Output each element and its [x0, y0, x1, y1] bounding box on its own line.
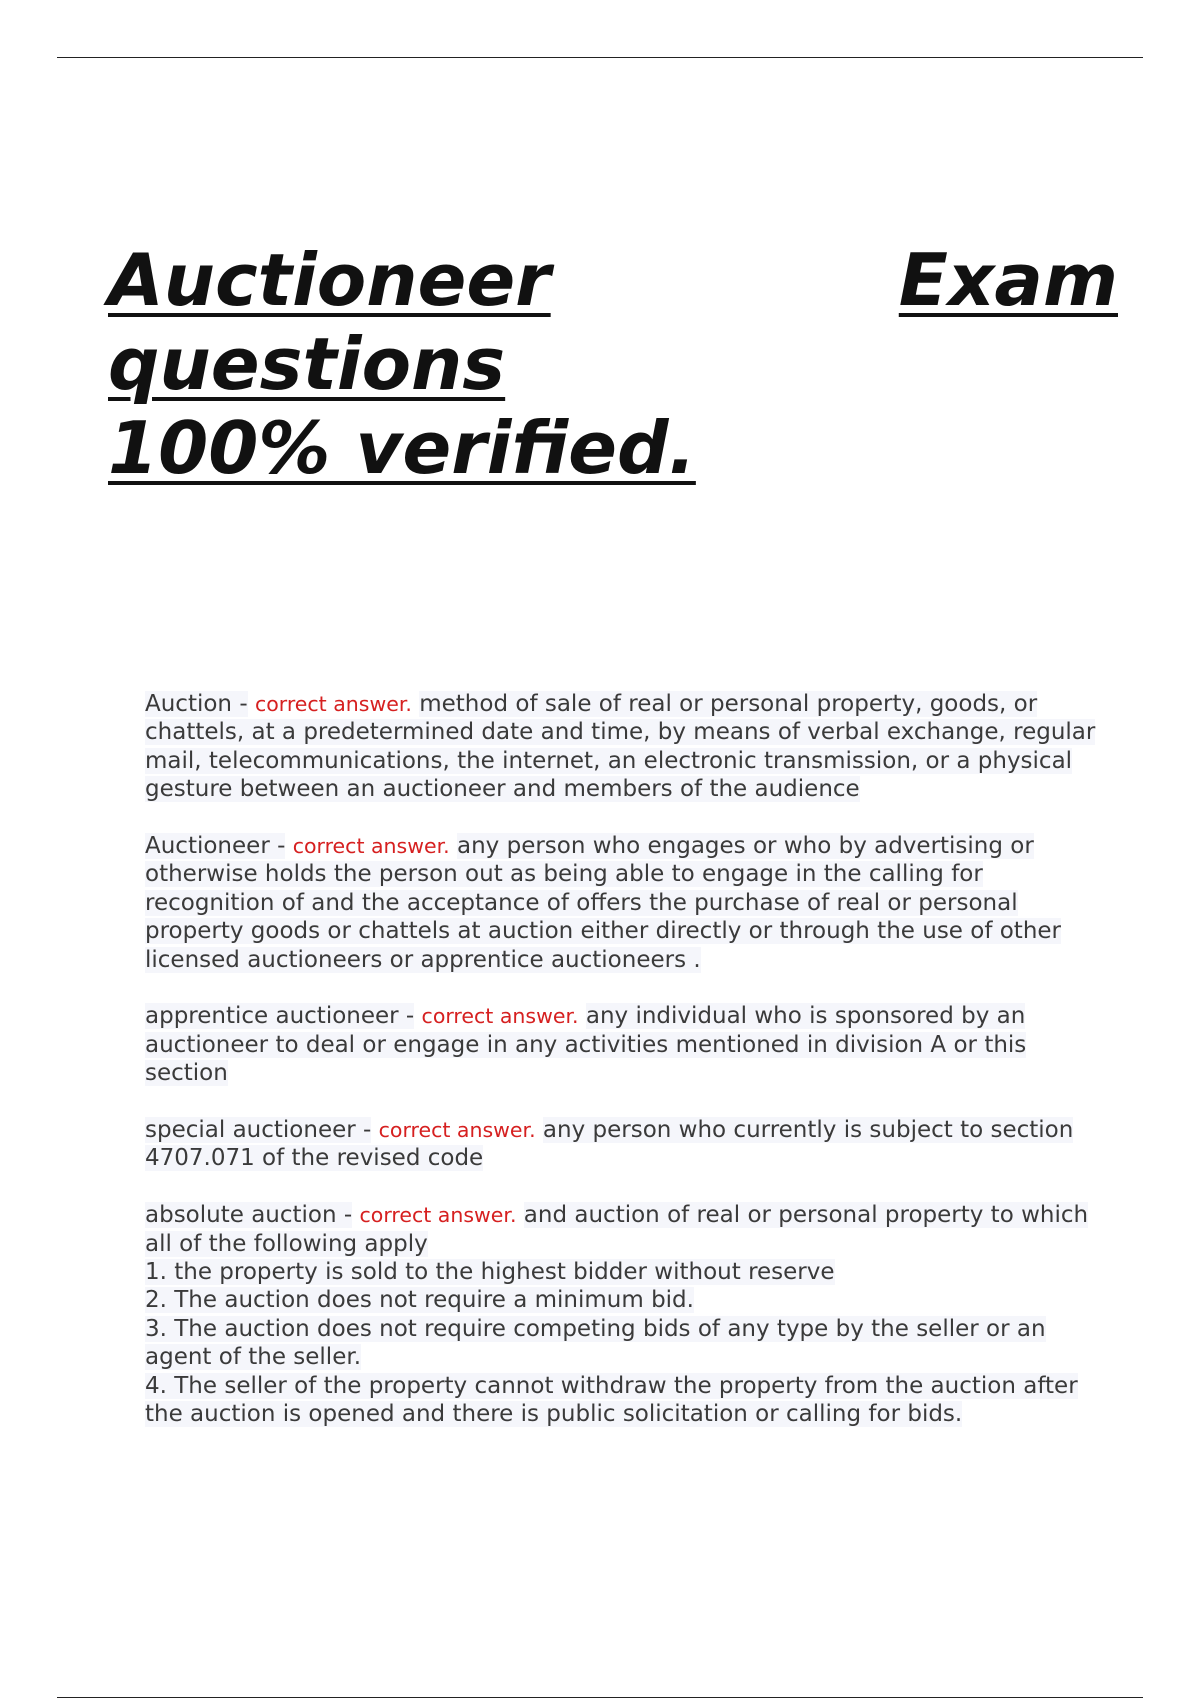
term: Auction -: [145, 691, 248, 717]
correct-answer-label: correct answer.: [254, 692, 412, 716]
title-line-1: [108, 238, 1118, 322]
list-item: 2. The auction does not require a minimum bid.: [145, 1287, 694, 1314]
title-word-auctioneer: Auctioneer: [108, 238, 551, 322]
correct-answer-label: correct answer.: [292, 834, 450, 859]
term: special auctioneer -: [145, 1117, 372, 1144]
definition: method of sale of real or personal property, goods, or chattels, at a predetermined date and time, by means of verbal exchange, regular mail, telecommunications, the internet, an electronic transmission, or a physical gesture between an auctioneer and members of the audience: [145, 691, 1096, 803]
definition: and auction of real or personal property to which all of the following apply: [145, 1202, 1089, 1257]
qa-entry-auction: [145, 690, 1105, 804]
term: apprentice auctioneer -: [145, 1003, 415, 1030]
definition: any person who engages or who by advertising or otherwise holds the person out as being able to engage in the calling for recognition of and the acceptance of offers the purchase of real or personal property goods or chattels at auction either directly or through the use of other licensed auctioneers or apprentice auctioneers .: [145, 833, 1062, 973]
definition: any person who currently is subject to section 4707.071 of the revised code: [145, 1117, 1074, 1172]
list-item: 3. The auction does not require competing bids of any type by the seller or an agent of the seller.: [145, 1315, 1046, 1371]
bottom-rule: [57, 1697, 1143, 1698]
title-line-3: 100% verified.: [108, 406, 696, 490]
term: Auctioneer -: [145, 833, 286, 860]
top-rule: [57, 57, 1143, 58]
title-line-2: questions: [108, 322, 506, 406]
qa-entry-absolute-auction: [145, 1201, 1105, 1428]
list-item: 1. the property is sold to the highest bidder without reserve: [145, 1259, 835, 1286]
correct-answer-label: correct answer.: [378, 1118, 536, 1143]
qa-entry-apprentice-auctioneer: [145, 1002, 1105, 1087]
term: absolute auction -: [145, 1202, 353, 1229]
correct-answer-label: correct answer.: [421, 1004, 579, 1029]
qa-entry-special-auctioneer: [145, 1116, 1105, 1173]
definition: any individual who is sponsored by an auctioneer to deal or engage in any activities mentioned in division A or this section: [145, 1003, 1027, 1087]
correct-answer-label: correct answer.: [359, 1203, 517, 1228]
qa-entry-auctioneer: [145, 832, 1105, 974]
list-item: 4. The seller of the property cannot withdraw the property from the auction after the auction is opened and there is public solicitation or calling for bids.: [145, 1372, 1078, 1428]
title-word-exam: Exam: [898, 238, 1118, 322]
document-title: [108, 238, 1118, 490]
qa-content: [145, 690, 1105, 1457]
